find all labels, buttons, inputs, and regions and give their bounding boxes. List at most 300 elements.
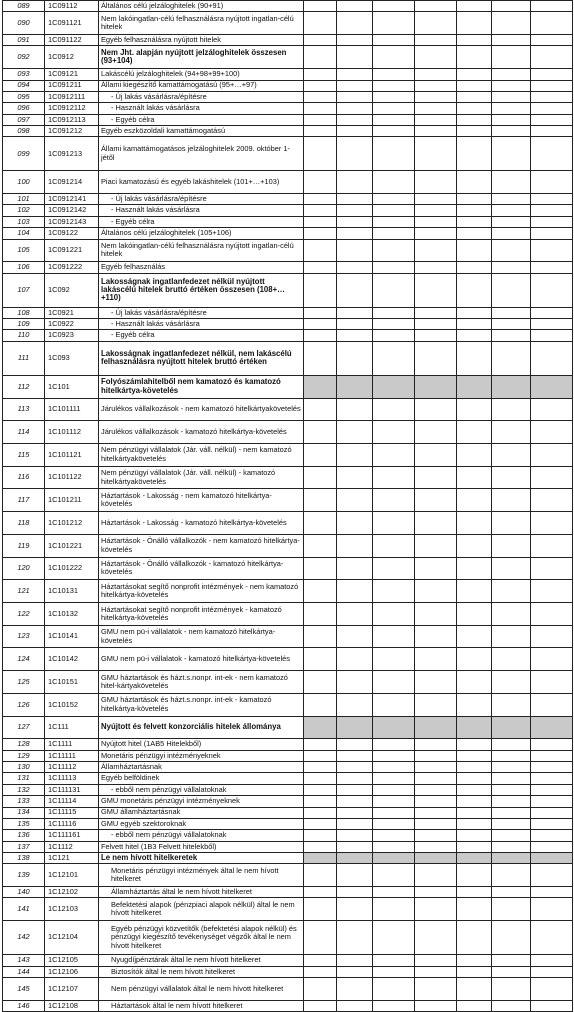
value-cell[interactable]: [457, 784, 492, 795]
value-cell[interactable]: [337, 830, 373, 841]
value-cell[interactable]: [531, 603, 573, 626]
value-cell[interactable]: [304, 818, 337, 829]
value-cell[interactable]: [373, 375, 415, 398]
value-cell[interactable]: [415, 273, 457, 307]
value-cell[interactable]: [415, 852, 457, 863]
value-cell[interactable]: [415, 216, 457, 227]
value-cell[interactable]: [415, 625, 457, 648]
value-cell[interactable]: [492, 239, 531, 262]
value-cell[interactable]: [457, 466, 492, 489]
value-cell[interactable]: [457, 966, 492, 977]
value-cell[interactable]: [304, 864, 337, 887]
value-cell[interactable]: [457, 671, 492, 694]
value-cell[interactable]: [492, 341, 531, 375]
value-cell[interactable]: [492, 273, 531, 307]
value-cell[interactable]: [415, 693, 457, 716]
value-cell[interactable]: [373, 603, 415, 626]
value-cell[interactable]: [415, 125, 457, 136]
value-cell[interactable]: [457, 750, 492, 761]
value-cell[interactable]: [373, 648, 415, 671]
value-cell[interactable]: [457, 46, 492, 69]
value-cell[interactable]: [415, 671, 457, 694]
value-cell[interactable]: [337, 69, 373, 80]
value-cell[interactable]: [415, 887, 457, 898]
value-cell[interactable]: [304, 921, 337, 955]
value-cell[interactable]: [373, 103, 415, 114]
value-cell[interactable]: [373, 830, 415, 841]
value-cell[interactable]: [304, 125, 337, 136]
value-cell[interactable]: [457, 330, 492, 341]
value-cell[interactable]: [415, 1, 457, 12]
value-cell[interactable]: [415, 69, 457, 80]
value-cell[interactable]: [304, 762, 337, 773]
value-cell[interactable]: [337, 841, 373, 852]
value-cell[interactable]: [304, 444, 337, 467]
value-cell[interactable]: [492, 421, 531, 444]
value-cell[interactable]: [337, 489, 373, 512]
value-cell[interactable]: [415, 648, 457, 671]
value-cell[interactable]: [337, 603, 373, 626]
value-cell[interactable]: [492, 137, 531, 171]
value-cell[interactable]: [373, 716, 415, 739]
value-cell[interactable]: [457, 512, 492, 535]
value-cell[interactable]: [492, 1, 531, 12]
value-cell[interactable]: [492, 444, 531, 467]
value-cell[interactable]: [492, 648, 531, 671]
value-cell[interactable]: [415, 921, 457, 955]
value-cell[interactable]: [492, 773, 531, 784]
value-cell[interactable]: [415, 716, 457, 739]
value-cell[interactable]: [337, 466, 373, 489]
value-cell[interactable]: [531, 216, 573, 227]
value-cell[interactable]: [415, 137, 457, 171]
value-cell[interactable]: [337, 125, 373, 136]
value-cell[interactable]: [531, 716, 573, 739]
value-cell[interactable]: [531, 955, 573, 966]
value-cell[interactable]: [337, 319, 373, 330]
value-cell[interactable]: [457, 625, 492, 648]
value-cell[interactable]: [531, 773, 573, 784]
value-cell[interactable]: [304, 341, 337, 375]
value-cell[interactable]: [531, 489, 573, 512]
value-cell[interactable]: [337, 262, 373, 273]
value-cell[interactable]: [457, 444, 492, 467]
value-cell[interactable]: [415, 262, 457, 273]
value-cell[interactable]: [457, 216, 492, 227]
value-cell[interactable]: [304, 307, 337, 318]
value-cell[interactable]: [531, 739, 573, 750]
value-cell[interactable]: [492, 35, 531, 46]
value-cell[interactable]: [373, 194, 415, 205]
value-cell[interactable]: [415, 114, 457, 125]
value-cell[interactable]: [531, 818, 573, 829]
value-cell[interactable]: [457, 977, 492, 1000]
value-cell[interactable]: [373, 228, 415, 239]
value-cell[interactable]: [457, 887, 492, 898]
value-cell[interactable]: [373, 887, 415, 898]
value-cell[interactable]: [304, 466, 337, 489]
value-cell[interactable]: [457, 648, 492, 671]
value-cell[interactable]: [457, 35, 492, 46]
value-cell[interactable]: [457, 12, 492, 35]
value-cell[interactable]: [304, 534, 337, 557]
value-cell[interactable]: [415, 307, 457, 318]
value-cell[interactable]: [373, 818, 415, 829]
value-cell[interactable]: [337, 1000, 373, 1011]
value-cell[interactable]: [373, 852, 415, 863]
value-cell[interactable]: [457, 273, 492, 307]
value-cell[interactable]: [337, 398, 373, 421]
value-cell[interactable]: [415, 194, 457, 205]
value-cell[interactable]: [304, 216, 337, 227]
value-cell[interactable]: [304, 739, 337, 750]
value-cell[interactable]: [492, 966, 531, 977]
value-cell[interactable]: [304, 114, 337, 125]
value-cell[interactable]: [492, 489, 531, 512]
value-cell[interactable]: [492, 739, 531, 750]
value-cell[interactable]: [531, 307, 573, 318]
value-cell[interactable]: [373, 12, 415, 35]
value-cell[interactable]: [415, 330, 457, 341]
value-cell[interactable]: [492, 375, 531, 398]
value-cell[interactable]: [492, 784, 531, 795]
value-cell[interactable]: [304, 228, 337, 239]
value-cell[interactable]: [457, 489, 492, 512]
value-cell[interactable]: [492, 671, 531, 694]
value-cell[interactable]: [492, 807, 531, 818]
value-cell[interactable]: [373, 262, 415, 273]
value-cell[interactable]: [531, 580, 573, 603]
value-cell[interactable]: [373, 580, 415, 603]
value-cell[interactable]: [415, 864, 457, 887]
value-cell[interactable]: [373, 762, 415, 773]
value-cell[interactable]: [457, 557, 492, 580]
value-cell[interactable]: [337, 807, 373, 818]
value-cell[interactable]: [304, 398, 337, 421]
value-cell[interactable]: [492, 466, 531, 489]
value-cell[interactable]: [531, 693, 573, 716]
value-cell[interactable]: [531, 750, 573, 761]
value-cell[interactable]: [337, 648, 373, 671]
value-cell[interactable]: [531, 341, 573, 375]
value-cell[interactable]: [337, 239, 373, 262]
value-cell[interactable]: [531, 830, 573, 841]
value-cell[interactable]: [492, 330, 531, 341]
value-cell[interactable]: [531, 273, 573, 307]
value-cell[interactable]: [373, 398, 415, 421]
value-cell[interactable]: [415, 580, 457, 603]
value-cell[interactable]: [304, 557, 337, 580]
value-cell[interactable]: [373, 693, 415, 716]
value-cell[interactable]: [492, 580, 531, 603]
value-cell[interactable]: [337, 137, 373, 171]
value-cell[interactable]: [457, 228, 492, 239]
value-cell[interactable]: [304, 512, 337, 535]
value-cell[interactable]: [415, 466, 457, 489]
value-cell[interactable]: [373, 273, 415, 307]
value-cell[interactable]: [415, 12, 457, 35]
value-cell[interactable]: [531, 12, 573, 35]
value-cell[interactable]: [415, 103, 457, 114]
value-cell[interactable]: [337, 534, 373, 557]
value-cell[interactable]: [373, 750, 415, 761]
value-cell[interactable]: [492, 1000, 531, 1011]
value-cell[interactable]: [415, 603, 457, 626]
value-cell[interactable]: [337, 557, 373, 580]
value-cell[interactable]: [457, 375, 492, 398]
value-cell[interactable]: [373, 91, 415, 102]
value-cell[interactable]: [457, 341, 492, 375]
value-cell[interactable]: [457, 796, 492, 807]
value-cell[interactable]: [457, 239, 492, 262]
value-cell[interactable]: [337, 784, 373, 795]
value-cell[interactable]: [304, 671, 337, 694]
value-cell[interactable]: [373, 171, 415, 194]
value-cell[interactable]: [373, 977, 415, 1000]
value-cell[interactable]: [492, 512, 531, 535]
value-cell[interactable]: [415, 46, 457, 69]
value-cell[interactable]: [304, 796, 337, 807]
value-cell[interactable]: [337, 80, 373, 91]
value-cell[interactable]: [492, 46, 531, 69]
value-cell[interactable]: [415, 557, 457, 580]
value-cell[interactable]: [457, 762, 492, 773]
value-cell[interactable]: [492, 796, 531, 807]
value-cell[interactable]: [531, 887, 573, 898]
value-cell[interactable]: [415, 807, 457, 818]
value-cell[interactable]: [531, 671, 573, 694]
value-cell[interactable]: [373, 125, 415, 136]
value-cell[interactable]: [531, 228, 573, 239]
value-cell[interactable]: [492, 12, 531, 35]
value-cell[interactable]: [304, 375, 337, 398]
value-cell[interactable]: [457, 262, 492, 273]
value-cell[interactable]: [337, 375, 373, 398]
value-cell[interactable]: [492, 864, 531, 887]
value-cell[interactable]: [337, 307, 373, 318]
value-cell[interactable]: [304, 955, 337, 966]
value-cell[interactable]: [373, 137, 415, 171]
value-cell[interactable]: [531, 137, 573, 171]
value-cell[interactable]: [373, 671, 415, 694]
value-cell[interactable]: [337, 750, 373, 761]
value-cell[interactable]: [337, 171, 373, 194]
value-cell[interactable]: [337, 818, 373, 829]
value-cell[interactable]: [304, 773, 337, 784]
value-cell[interactable]: [304, 80, 337, 91]
value-cell[interactable]: [337, 341, 373, 375]
value-cell[interactable]: [492, 852, 531, 863]
value-cell[interactable]: [531, 114, 573, 125]
value-cell[interactable]: [337, 91, 373, 102]
value-cell[interactable]: [304, 103, 337, 114]
value-cell[interactable]: [531, 398, 573, 421]
value-cell[interactable]: [492, 830, 531, 841]
value-cell[interactable]: [457, 864, 492, 887]
value-cell[interactable]: [304, 273, 337, 307]
value-cell[interactable]: [457, 137, 492, 171]
value-cell[interactable]: [373, 205, 415, 216]
value-cell[interactable]: [415, 512, 457, 535]
value-cell[interactable]: [415, 739, 457, 750]
value-cell[interactable]: [373, 46, 415, 69]
value-cell[interactable]: [492, 91, 531, 102]
value-cell[interactable]: [457, 739, 492, 750]
value-cell[interactable]: [457, 921, 492, 955]
value-cell[interactable]: [457, 603, 492, 626]
value-cell[interactable]: [415, 444, 457, 467]
value-cell[interactable]: [373, 625, 415, 648]
value-cell[interactable]: [337, 716, 373, 739]
value-cell[interactable]: [304, 69, 337, 80]
value-cell[interactable]: [373, 512, 415, 535]
value-cell[interactable]: [304, 841, 337, 852]
value-cell[interactable]: [531, 194, 573, 205]
value-cell[interactable]: [531, 91, 573, 102]
value-cell[interactable]: [304, 977, 337, 1000]
value-cell[interactable]: [531, 103, 573, 114]
value-cell[interactable]: [492, 625, 531, 648]
value-cell[interactable]: [304, 1000, 337, 1011]
value-cell[interactable]: [492, 216, 531, 227]
value-cell[interactable]: [457, 841, 492, 852]
value-cell[interactable]: [531, 421, 573, 444]
value-cell[interactable]: [373, 421, 415, 444]
value-cell[interactable]: [531, 625, 573, 648]
value-cell[interactable]: [531, 319, 573, 330]
value-cell[interactable]: [531, 1, 573, 12]
value-cell[interactable]: [531, 35, 573, 46]
value-cell[interactable]: [457, 69, 492, 80]
value-cell[interactable]: [373, 955, 415, 966]
value-cell[interactable]: [492, 114, 531, 125]
value-cell[interactable]: [304, 91, 337, 102]
value-cell[interactable]: [337, 114, 373, 125]
value-cell[interactable]: [415, 898, 457, 921]
value-cell[interactable]: [492, 818, 531, 829]
value-cell[interactable]: [531, 262, 573, 273]
value-cell[interactable]: [373, 69, 415, 80]
value-cell[interactable]: [492, 534, 531, 557]
value-cell[interactable]: [415, 35, 457, 46]
value-cell[interactable]: [337, 898, 373, 921]
value-cell[interactable]: [373, 807, 415, 818]
value-cell[interactable]: [337, 739, 373, 750]
value-cell[interactable]: [337, 512, 373, 535]
value-cell[interactable]: [531, 125, 573, 136]
value-cell[interactable]: [337, 444, 373, 467]
value-cell[interactable]: [415, 228, 457, 239]
value-cell[interactable]: [415, 319, 457, 330]
value-cell[interactable]: [373, 114, 415, 125]
value-cell[interactable]: [415, 80, 457, 91]
value-cell[interactable]: [457, 534, 492, 557]
value-cell[interactable]: [531, 444, 573, 467]
value-cell[interactable]: [531, 762, 573, 773]
value-cell[interactable]: [337, 1, 373, 12]
value-cell[interactable]: [457, 103, 492, 114]
value-cell[interactable]: [531, 46, 573, 69]
value-cell[interactable]: [337, 625, 373, 648]
value-cell[interactable]: [457, 194, 492, 205]
value-cell[interactable]: [492, 319, 531, 330]
value-cell[interactable]: [492, 762, 531, 773]
value-cell[interactable]: [531, 648, 573, 671]
value-cell[interactable]: [415, 534, 457, 557]
value-cell[interactable]: [373, 796, 415, 807]
value-cell[interactable]: [304, 966, 337, 977]
value-cell[interactable]: [492, 69, 531, 80]
value-cell[interactable]: [415, 750, 457, 761]
value-cell[interactable]: [457, 114, 492, 125]
value-cell[interactable]: [531, 864, 573, 887]
value-cell[interactable]: [531, 239, 573, 262]
value-cell[interactable]: [337, 194, 373, 205]
value-cell[interactable]: [373, 466, 415, 489]
value-cell[interactable]: [457, 171, 492, 194]
value-cell[interactable]: [373, 1000, 415, 1011]
value-cell[interactable]: [492, 716, 531, 739]
value-cell[interactable]: [373, 489, 415, 512]
value-cell[interactable]: [337, 273, 373, 307]
value-cell[interactable]: [373, 80, 415, 91]
value-cell[interactable]: [415, 966, 457, 977]
value-cell[interactable]: [415, 796, 457, 807]
value-cell[interactable]: [531, 784, 573, 795]
value-cell[interactable]: [415, 841, 457, 852]
value-cell[interactable]: [531, 966, 573, 977]
value-cell[interactable]: [415, 341, 457, 375]
value-cell[interactable]: [415, 977, 457, 1000]
value-cell[interactable]: [337, 205, 373, 216]
value-cell[interactable]: [373, 330, 415, 341]
value-cell[interactable]: [457, 80, 492, 91]
value-cell[interactable]: [337, 421, 373, 444]
value-cell[interactable]: [373, 739, 415, 750]
value-cell[interactable]: [415, 784, 457, 795]
value-cell[interactable]: [531, 171, 573, 194]
value-cell[interactable]: [492, 887, 531, 898]
value-cell[interactable]: [337, 921, 373, 955]
value-cell[interactable]: [304, 12, 337, 35]
value-cell[interactable]: [415, 955, 457, 966]
value-cell[interactable]: [531, 807, 573, 818]
value-cell[interactable]: [492, 205, 531, 216]
value-cell[interactable]: [492, 194, 531, 205]
value-cell[interactable]: [373, 1, 415, 12]
value-cell[interactable]: [415, 762, 457, 773]
value-cell[interactable]: [531, 1000, 573, 1011]
value-cell[interactable]: [531, 852, 573, 863]
value-cell[interactable]: [304, 603, 337, 626]
value-cell[interactable]: [304, 830, 337, 841]
value-cell[interactable]: [415, 375, 457, 398]
value-cell[interactable]: [337, 796, 373, 807]
value-cell[interactable]: [531, 80, 573, 91]
value-cell[interactable]: [373, 841, 415, 852]
value-cell[interactable]: [373, 921, 415, 955]
value-cell[interactable]: [304, 580, 337, 603]
value-cell[interactable]: [337, 864, 373, 887]
value-cell[interactable]: [337, 671, 373, 694]
value-cell[interactable]: [492, 693, 531, 716]
value-cell[interactable]: [457, 421, 492, 444]
value-cell[interactable]: [492, 977, 531, 1000]
value-cell[interactable]: [304, 35, 337, 46]
value-cell[interactable]: [337, 693, 373, 716]
value-cell[interactable]: [415, 1000, 457, 1011]
value-cell[interactable]: [337, 103, 373, 114]
